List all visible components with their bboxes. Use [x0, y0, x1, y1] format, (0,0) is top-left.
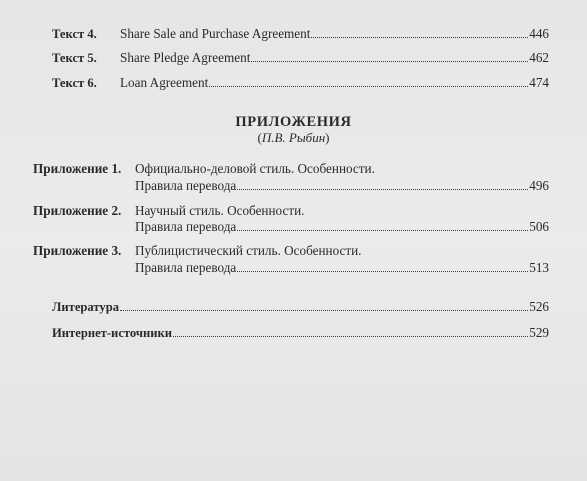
- toc-entry-page: 446: [529, 26, 549, 41]
- appendix-title-line2: Правила перевода: [135, 178, 237, 193]
- leader-dots: [237, 189, 528, 190]
- appendix-title-line1: Официально-деловой стиль. Особенности.: [135, 161, 375, 176]
- section-author: [0, 130, 587, 146]
- appendix-label: Приложение 3.: [33, 243, 122, 258]
- appendix-title-line2: Правила перевода: [135, 219, 237, 234]
- toc-entry-page: 462: [529, 50, 549, 65]
- appendix-entry-1: [135, 178, 549, 194]
- author-paren-open: (: [257, 130, 262, 145]
- toc-entry-title: Интернет-источники: [52, 326, 173, 340]
- toc-entry-label: Текст 5.: [52, 51, 97, 65]
- author-name: П.В. Рыбин: [261, 130, 326, 145]
- appendix-label: Приложение 1.: [33, 161, 122, 176]
- appendix-page: 496: [529, 178, 549, 193]
- appendix-title-line1: Научный стиль. Особенности.: [135, 203, 305, 218]
- toc-entry-page: 529: [529, 325, 549, 340]
- leader-dots: [311, 37, 528, 38]
- appendix-entry-2: [135, 219, 549, 235]
- appendix-page: 506: [529, 219, 549, 234]
- appendix-title-line1: Публицистический стиль. Особенности.: [135, 243, 362, 258]
- toc-entry-title: Share Sale and Purchase Agreement: [120, 26, 311, 41]
- toc-entry-text-4: [52, 26, 549, 42]
- appendix-page: 513: [529, 260, 549, 275]
- toc-entry-text-5: [52, 50, 549, 66]
- toc-entry-title: Loan Agreement: [120, 75, 209, 90]
- appendix-title-line2: Правила перевода: [135, 260, 237, 275]
- toc-entry-literature: [52, 299, 549, 315]
- toc-entry-label: Текст 4.: [52, 27, 97, 41]
- toc-entry-page: 526: [529, 299, 549, 314]
- leader-dots: [251, 61, 528, 62]
- toc-entry-title: Share Pledge Agreement: [120, 50, 251, 65]
- toc-entry-text-6: [52, 75, 549, 91]
- toc-entry-internet-sources: [52, 325, 549, 341]
- leader-dots: [237, 230, 528, 231]
- appendix-entry-3: [135, 260, 549, 276]
- section-heading: ПРИЛОЖЕНИЯ: [235, 114, 352, 130]
- appendix-label: Приложение 2.: [33, 203, 122, 218]
- toc-entry-page: 474: [529, 75, 549, 90]
- leader-dots: [237, 271, 528, 272]
- leader-dots: [120, 310, 528, 311]
- leader-dots: [209, 86, 528, 87]
- toc-entry-label: Текст 6.: [52, 76, 97, 90]
- leader-dots: [173, 336, 528, 337]
- toc-entry-title: Литература: [52, 300, 120, 314]
- author-paren-close: ): [325, 130, 330, 145]
